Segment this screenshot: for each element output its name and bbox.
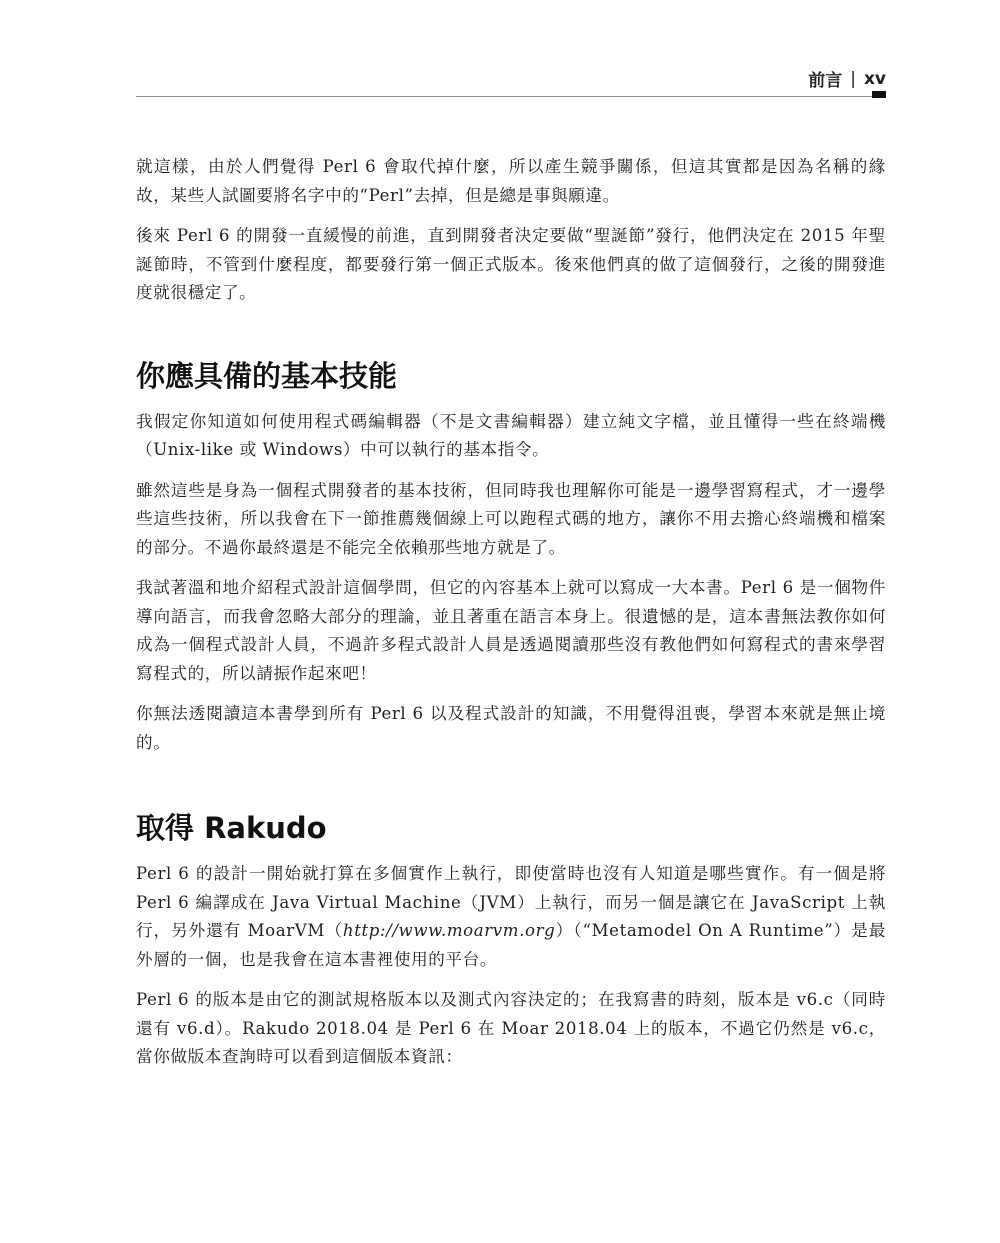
paragraph-2: 後來 Perl 6 的開發一直緩慢的前進，直到開發者決定要做“聖誕節”發行，他們決定在 2015 年聖誕節時，不管到什麼程度，都要發行第一個正式版本。後來他們真的做了這個發行，之後的開發進度就很穩定了。 <box>136 226 886 302</box>
paragraph-7 <box>136 860 886 974</box>
paragraph-4: 雖然這些是身為一個程式開發者的基本技術，但同時我也理解你可能是一邊學習寫程式，才一邊學些這些技術，所以我會在下一節推薦幾個線上可以跑程式碼的地方，讓你不用去擔心終端機和檔案的部分。不過你最終還是不能完全依賴那些地方就是了。 <box>136 480 886 557</box>
header-rule <box>136 96 872 97</box>
header-separator: | <box>850 68 856 89</box>
paragraph-7-text-end: ）（“Metamodel On A Runtime”）是最外層的一個，也是我會在這本書裡使用的平台。 <box>136 921 886 969</box>
paragraph-7-text-start: Perl 6 的設計一開始就打算在多個實作上執行，即使當時也沒有人知道是哪些實作。有一個是將 Perl 6 編譯成在 Java Virtual Machine（JVM）上執行，而另一個是讓它在 JavaScript 上執行，另外還有 MoarVM（ <box>136 864 886 940</box>
paragraph-6: 你無法透閱讀這本書學到所有 Perl 6 以及程式設計的知識，不用覺得沮喪，學習本來就是無止境的。 <box>136 704 886 752</box>
paragraph-8: Perl 6 的版本是由它的測試規格版本以及測式內容決定的；在我寫書的時刻，版本是 v6.c（同時還有 v6.d）。Rakudo 2018.04 是 Perl 6 在 Moar 2018.04 上的版本，不過它仍然是 v6.c，當你做版本查詢時可以看到這個版本資訊： <box>136 990 886 1066</box>
header-section-title: 前言 <box>808 71 843 91</box>
paragraph-5: 我試著溫和地介紹程式設計這個學問，但它的內容基本上就可以寫成一大本書。Perl 6 是一個物件導向語言，而我會忽略大部分的理論，並且著重在語言本身上。很遺憾的是，這本書無法教你如何成為一個程式設計人員，不過許多程式設計人員是透過閱讀那些沒有教他們如何寫程式的書來學習寫程式的，所以請振作起來吧！ <box>136 578 886 683</box>
page-content <box>136 153 886 1084</box>
header-mark <box>872 91 886 98</box>
paragraph-3: 我假定你知道如何使用程式碼編輯器（不是文書編輯器）建立純文字檔，並且懂得一些在終端機（Unix-like 或 Windows）中可以執行的基本指令。 <box>136 411 886 459</box>
page-number: xv <box>863 68 886 89</box>
moarvm-url-link[interactable]: http://www.moarvm.org <box>342 921 556 940</box>
section-heading-skills: 你應具備的基本技能 <box>136 358 398 393</box>
paragraph-1: 就這樣，由於人們覺得 Perl 6 會取代掉什麼，所以產生競爭關係，但這其實都是因為名稱的緣故，某些人試圖要將名字中的“Perl”去掉，但是總是事與願違。 <box>136 157 886 205</box>
running-header <box>808 66 886 91</box>
section-heading-rakudo: 取得 Rakudo <box>136 811 327 845</box>
